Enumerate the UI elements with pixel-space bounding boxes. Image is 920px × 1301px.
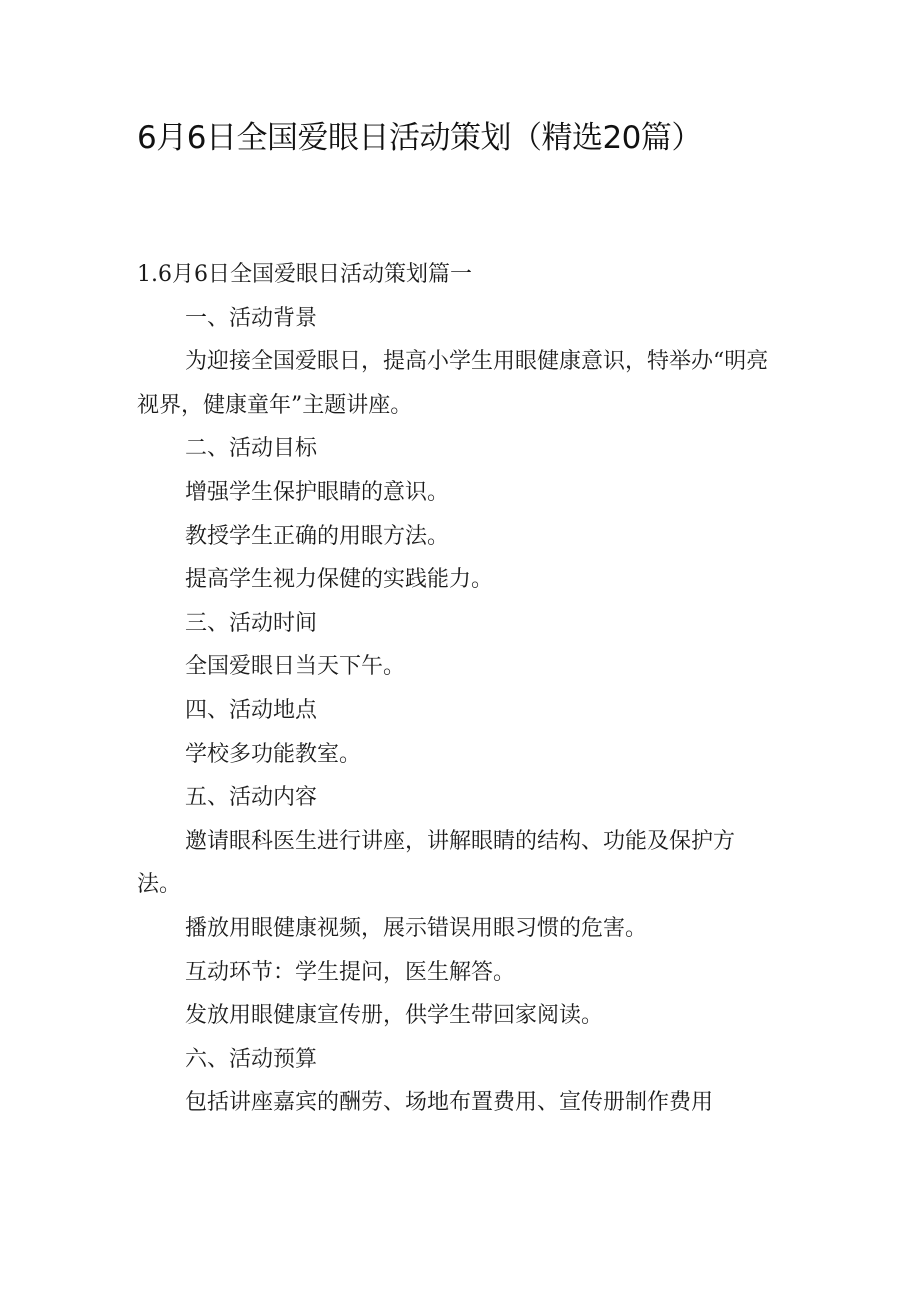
heading-background: 一、活动背景 [185,305,318,331]
heading-time: 三、活动时间 [185,610,318,636]
paragraph-content-1: 邀请眼科医生进行讲座，讲解眼睛的结构、功能及保护方法。 [137,828,736,898]
heading-location: 四、活动地点 [185,697,318,723]
paragraph-content-2: 播放用眼健康视频，展示错误用眼习惯的危害。 [185,915,648,941]
document-title: 6月6日全国爱眼日活动策划（精选20篇） [137,120,702,156]
heading-content: 五、活动内容 [185,785,318,811]
heading-budget: 六、活动预算 [185,1046,318,1072]
paragraph-location: 学校多功能教室。 [185,741,362,767]
paragraph-content-3: 互动环节：学生提问，医生解答。 [185,959,516,985]
paragraph-time: 全国爱眼日当天下午。 [185,654,406,680]
paragraph-goal-1: 增强学生保护眼睛的意识。 [185,479,450,505]
paragraph-content-4: 发放用眼健康宣传册，供学生带回家阅读。 [185,1003,604,1029]
paragraph-budget: 包括讲座嘉宾的酬劳、场地布置费用、宣传册制作费用 [185,1090,714,1116]
section-heading: 1.6月6日全国爱眼日活动策划篇一 [137,262,472,287]
paragraph-background: 为迎接全国爱眼日，提高小学生用眼健康意识，特举办“明亮视界，健康童年”主题讲座。 [137,349,769,418]
document-body [137,253,777,1125]
paragraph-goal-3: 提高学生视力保健的实践能力。 [185,567,494,593]
paragraph-goal-2: 教授学生正确的用眼方法。 [185,523,450,549]
heading-goals: 二、活动目标 [185,436,318,462]
